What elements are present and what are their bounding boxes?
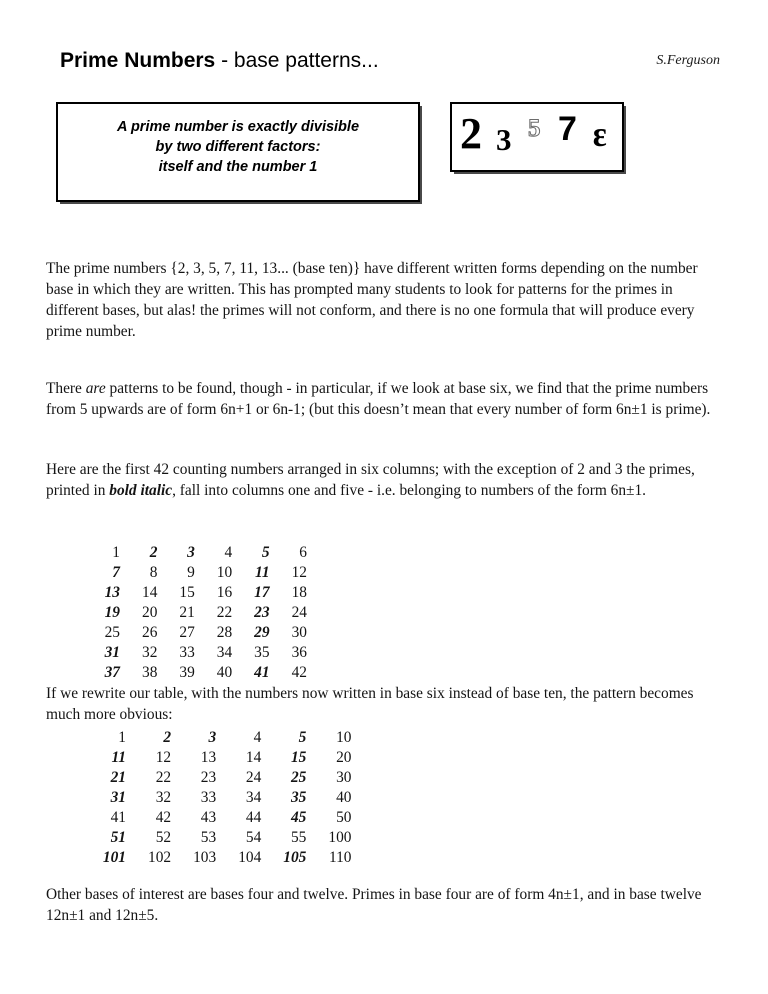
table-row xyxy=(86,583,307,603)
table-cell: 39 xyxy=(179,664,195,681)
table-cell: 36 xyxy=(291,644,307,661)
paragraph-table-intro-text-b: , fall into columns one and five - i.e. belonging to numbers of the form 6n±1. xyxy=(172,482,647,499)
table-cell: 32 xyxy=(142,644,158,661)
table-cell: 54 xyxy=(245,829,262,846)
table-cell: 42 xyxy=(155,809,172,826)
paragraph-base-six-intro-text: If we rewrite our table, with the numbers now written in base six instead of base ten, the pattern becomes much more obvious: xyxy=(46,685,694,723)
table-cell: 40 xyxy=(216,664,233,681)
table-cell: 1 xyxy=(112,544,120,561)
paragraph-patterns-text-b: patterns to be found, though - in particular, if we look at base six, we find that the prime numbers from 5 upwards are of form 6n+1 or 6n-1; (but this doesn’t mean that every number of form 6n±1 is prime). xyxy=(46,380,711,418)
table-cell: 10 xyxy=(216,564,233,581)
table-cell: 42 xyxy=(291,664,307,681)
table-cell-prime: 7 xyxy=(112,564,120,581)
table-cell: 24 xyxy=(291,604,307,621)
table-cell: 100 xyxy=(328,829,352,846)
table-row xyxy=(86,563,307,583)
table-cell: 53 xyxy=(200,829,217,846)
table-cell: 6 xyxy=(299,544,307,561)
table-cell-prime: 37 xyxy=(104,664,120,681)
table-cell: 38 xyxy=(142,664,158,681)
table-cell: 33 xyxy=(179,644,195,661)
table-cell: 30 xyxy=(336,769,352,786)
table-row xyxy=(86,543,307,563)
table-cell-prime: 2 xyxy=(149,544,158,561)
table-row xyxy=(86,603,307,623)
table-cell: 34 xyxy=(245,789,262,806)
table-cell: 102 xyxy=(148,849,172,866)
prime-definition-box xyxy=(56,102,420,202)
definition-line-1: A prime number is exactly divisible xyxy=(116,119,360,135)
document-header xyxy=(60,48,720,78)
table-cell: 43 xyxy=(200,809,217,826)
table-row xyxy=(86,828,351,848)
table-cell: 4 xyxy=(224,544,233,561)
decorative-digit-5: 5 xyxy=(528,115,541,142)
table-cell-prime: 3 xyxy=(208,729,217,746)
paragraph-patterns-text-a: There xyxy=(46,380,86,397)
paragraph-patterns xyxy=(46,378,722,420)
table-cell: 12 xyxy=(291,564,307,581)
page-title-subtitle: - base patterns... xyxy=(215,49,379,72)
table-cell: 55 xyxy=(290,829,307,846)
table-cell-prime: 21 xyxy=(110,769,126,786)
table-cell: 40 xyxy=(336,789,352,806)
table-cell-prime: 15 xyxy=(290,749,307,766)
table-cell: 20 xyxy=(142,604,158,621)
table-cell: 50 xyxy=(336,809,352,826)
paragraph-intro xyxy=(46,258,722,342)
paragraph-base-six-intro xyxy=(46,683,722,725)
decorative-digit-2: 2 xyxy=(460,109,481,158)
prime-definition-text xyxy=(117,117,359,187)
table-cell-prime: 13 xyxy=(104,584,120,601)
table-cell: 18 xyxy=(291,584,307,601)
decorative-digit-7: 7 xyxy=(558,110,577,148)
table-row xyxy=(86,768,351,788)
table-cell: 22 xyxy=(216,604,233,621)
definition-line-2: by two different factors: xyxy=(155,139,321,155)
table-cell: 34 xyxy=(216,644,233,661)
table-cell: 9 xyxy=(187,564,195,581)
number-table-base-six xyxy=(86,728,351,868)
page-title xyxy=(60,48,720,74)
table-cell-prime: 5 xyxy=(261,544,270,561)
table-cell-prime: 35 xyxy=(290,789,307,806)
paragraph-other-bases-text: Other bases of interest are bases four and twelve. Primes in base four are of form 4n±1, and in base twelve 12n±1 and 12n±5. xyxy=(46,886,702,924)
table-cell: 10 xyxy=(336,729,352,746)
table-cell: 15 xyxy=(179,584,195,601)
table-cell: 32 xyxy=(155,789,172,806)
table-cell: 12 xyxy=(155,749,172,766)
table-row xyxy=(86,728,351,748)
table-cell-prime: 11 xyxy=(111,749,126,766)
table-cell-prime: 51 xyxy=(110,829,126,846)
table-row xyxy=(86,623,307,643)
author-name: S.Ferguson xyxy=(656,53,720,68)
table-cell: 104 xyxy=(238,849,262,866)
decorative-primes-row xyxy=(452,104,622,170)
table-cell: 44 xyxy=(245,809,262,826)
paragraph-patterns-emphasis: are xyxy=(85,380,106,397)
table-cell: 23 xyxy=(200,769,217,786)
table-cell: 110 xyxy=(328,849,352,866)
table-cell: 103 xyxy=(193,849,217,866)
table-cell-prime: 41 xyxy=(254,664,270,681)
table-cell: 30 xyxy=(291,624,307,641)
decorative-digit-epsilon: ɛ xyxy=(592,114,607,154)
number-table-base-ten-body xyxy=(86,543,307,683)
page-title-bold: Prime Numbers xyxy=(60,49,216,72)
table-cell: 14 xyxy=(245,749,262,766)
decorative-digit-3: 3 xyxy=(496,122,512,157)
table-cell-prime: 101 xyxy=(102,849,126,866)
table-cell: 24 xyxy=(245,769,262,786)
table-cell-prime: 19 xyxy=(104,604,120,621)
paragraph-other-bases xyxy=(46,884,722,926)
table-cell: 25 xyxy=(104,624,120,641)
table-cell: 20 xyxy=(336,749,352,766)
table-cell-prime: 2 xyxy=(163,729,172,746)
table-row xyxy=(86,848,351,868)
table-row xyxy=(86,663,307,683)
table-cell: 26 xyxy=(142,624,158,641)
paragraph-table-intro-text-a: Here are the first 42 counting numbers arranged in six columns; with the exception of 2 and 3 the primes, printed in xyxy=(46,461,695,499)
table-row xyxy=(86,748,351,768)
table-cell-prime: 5 xyxy=(298,729,307,746)
paragraph-intro-text: The prime numbers {2, 3, 5, 7, 11, 13... (base ten)} have different written forms depending on the number base in which they are written. This has prompted many students to look for patterns for the primes in different bases, but alas! the primes will not conform, and there is no one formula that will produce every prime number. xyxy=(46,260,698,340)
table-cell-prime: 105 xyxy=(283,849,307,866)
table-cell: 22 xyxy=(155,769,172,786)
table-cell: 8 xyxy=(149,564,158,581)
decorative-primes-box xyxy=(450,102,624,172)
table-cell-prime: 45 xyxy=(290,809,307,826)
table-cell: 33 xyxy=(200,789,217,806)
table-cell-prime: 31 xyxy=(104,644,120,661)
number-table-base-ten xyxy=(86,543,307,683)
number-table-base-six-body xyxy=(86,728,351,868)
table-row xyxy=(86,643,307,663)
table-cell-prime: 23 xyxy=(254,604,270,621)
table-cell-prime: 3 xyxy=(187,544,195,561)
table-cell: 1 xyxy=(118,729,126,746)
table-cell-prime: 31 xyxy=(110,789,126,806)
table-cell: 28 xyxy=(216,624,233,641)
table-cell: 27 xyxy=(179,624,195,641)
table-cell: 35 xyxy=(254,644,270,661)
definition-line-3: itself and the number 1 xyxy=(158,159,318,175)
table-cell: 4 xyxy=(253,729,262,746)
table-cell: 13 xyxy=(200,749,217,766)
table-cell: 14 xyxy=(142,584,158,601)
table-cell: 16 xyxy=(216,584,233,601)
table-row xyxy=(86,788,351,808)
table-cell: 21 xyxy=(179,604,195,621)
table-row xyxy=(86,808,351,828)
table-cell-prime: 25 xyxy=(290,769,307,786)
table-cell: 52 xyxy=(155,829,172,846)
table-cell: 41 xyxy=(110,809,126,826)
table-cell-prime: 11 xyxy=(255,564,270,581)
table-cell-prime: 29 xyxy=(254,624,270,641)
paragraph-table-intro-emphasis: bold italic xyxy=(109,482,173,499)
table-cell-prime: 17 xyxy=(254,584,270,601)
paragraph-table-intro xyxy=(46,459,722,501)
